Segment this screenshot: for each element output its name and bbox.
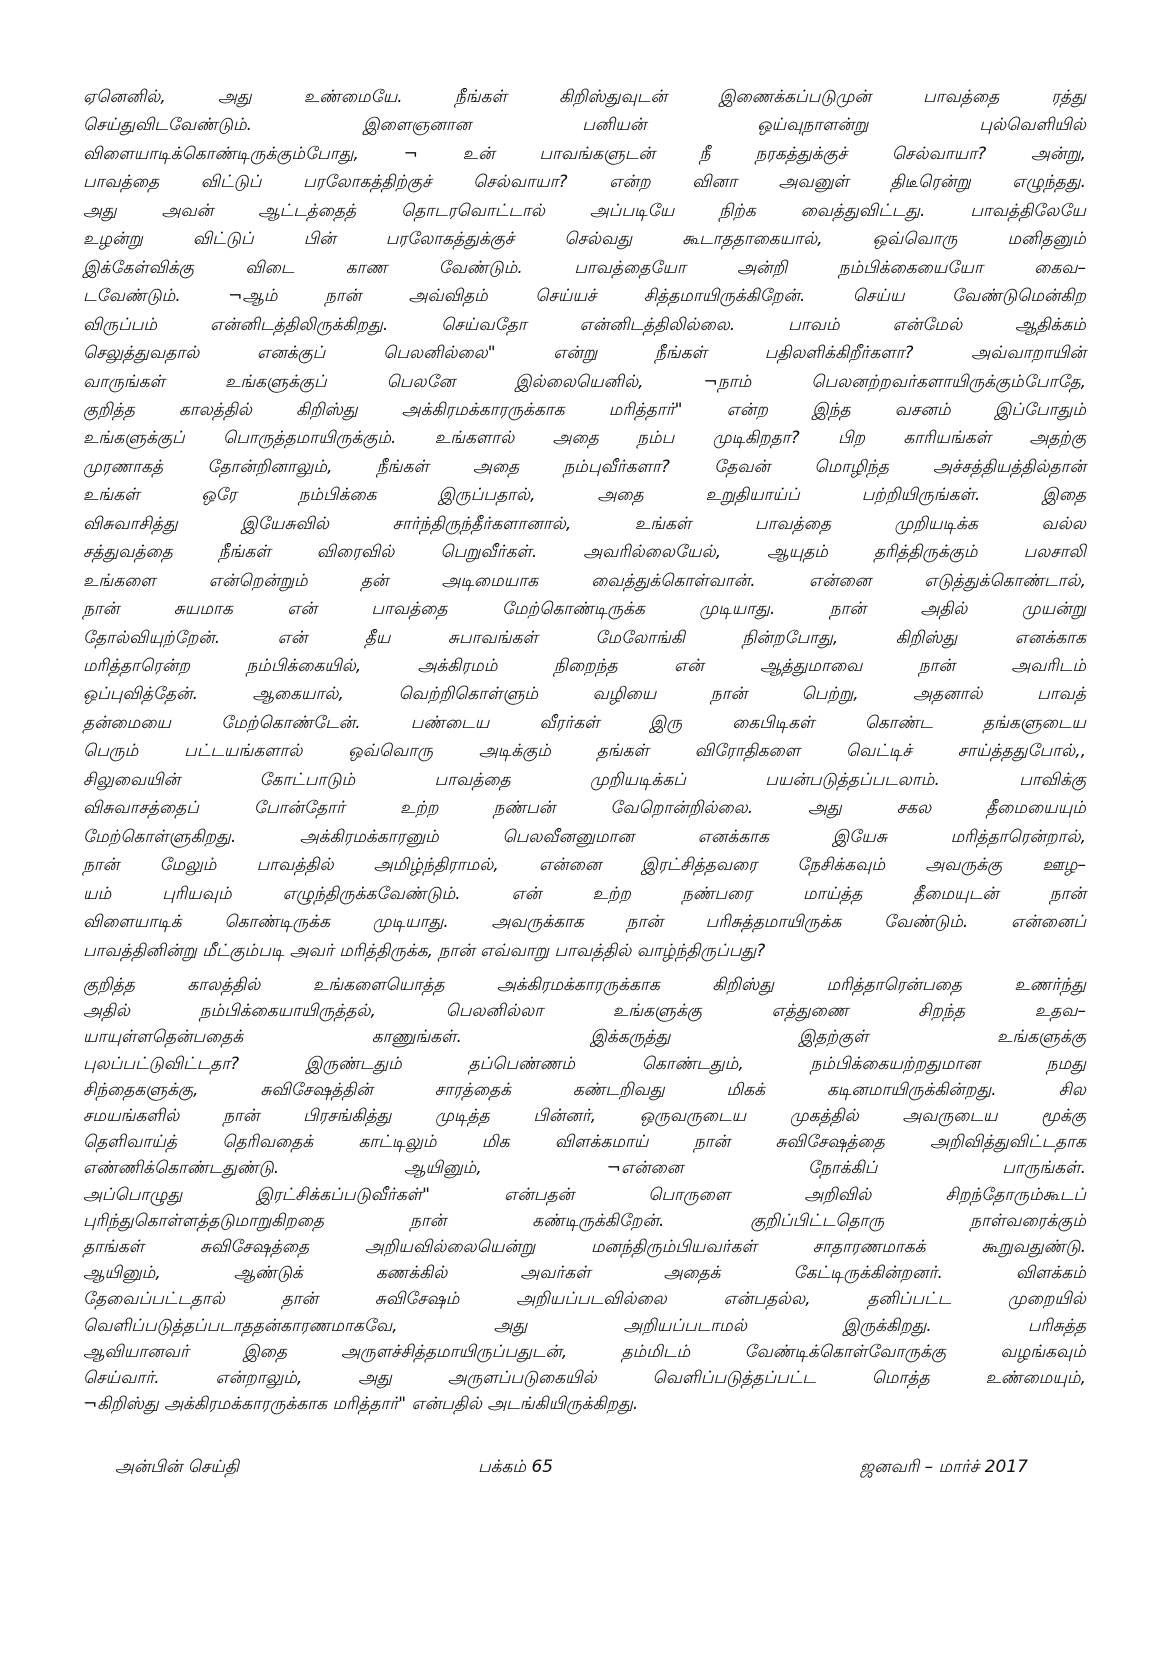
paragraph-2-line: புலப்பட்டுவிட்டதா? இருண்டதும் தப்பெண்ணம் கொண்டதும், நம்பிக்கையற்றதுமான நமது [83,1053,1086,1074]
paragraph-1-line: குறித்த காலத்தில் கிறிஸ்து அக்கிரமக்காரருக்காக மரித்தார்" என்ற இந்த வசனம் இப்போதும் [83,399,1086,420]
paragraph-2-line: அப்பொழுது இரட்சிக்கப்படுவீர்கள்" என்பதன் பொருளை அறிவில் சிறந்தோரும்கூடப் [83,1184,1086,1205]
paragraph-2-line: அதில் நம்பிக்கையாயிருத்தல், பெலனில்லா உங்களுக்கு எத்துணை சிறந்த உதவ– [83,1001,1086,1022]
paragraph-2-line: சமயங்களில் நான் பிரசங்கித்து முடித்த பின்னர், ஒருவருடைய முகத்தில் அவருடைய மூக்கு [83,1106,1086,1126]
paragraph-2-line: யாயுள்ளதென்பதைக் காணுங்கள். இக்கருத்து இதற்குள் உங்களுக்கு [83,1027,1086,1048]
footer-issue-date: ஜனவரி – மார்ச் 2017 [860,1457,1028,1477]
paragraph-2-line: சிந்தைகளுக்கு, சுவிசேஷத்தின் சாரத்தைக் கண்டறிவது மிகக் கடினமாயிருக்கின்றது. சில [83,1079,1086,1100]
paragraph-2-line: தேவைப்பட்டதால் தான் சுவிசேஷம் அறியப்படவில்லை என்பதல்ல, தனிப்பட்ட முறையில் [83,1289,1086,1310]
paragraph-1-line: உங்களுக்குப் பொருத்தமாயிருக்கும். உங்களால் அதை நம்ப முடிகிறதா? பிற காரியங்கள் அதற்கு [83,428,1086,449]
paragraph-2-line: குறித்த காலத்தில் உங்களையொத்த அக்கிரமக்காரருக்காக கிறிஸ்து மரித்தாரென்பதை உணர்ந்து [83,975,1086,995]
paragraph-1-line: தோல்வியுற்றேன். என் தீய சுபாவங்கள் மேலோங்கி நின்றபோது, கிறிஸ்து எனக்காக [83,627,1086,648]
paragraph-1-line: ஒப்புவித்தேன். ஆகையால், வெற்றிகொள்ளும் வழியை நான் பெற்று, அதனால் பாவத் [83,684,1086,705]
paragraph-2-line: செய்வார். என்றாலும், அது அருளப்படுகையில் வெளிப்படுத்தப்பட்ட மொத்த உண்மையும், [83,1368,1086,1388]
paragraph-2-line: வெளிப்படுத்தப்படாததன்காரணமாகவே, அது அறியப்படாமல் இருக்கிறது. பரிசுத்த [83,1315,1086,1336]
paragraph-2-line: தெளிவாய்த் தெரிவதைக் காட்டிலும் மிக விளக்கமாய் நான் சுவிசேஷத்தை அறிவித்துவிட்டதாக [83,1132,1086,1153]
paragraph-1-line: விளையாடிக்கொண்டிருக்கும்போது, ¬ உன் பாவங்களுடன் நீ நரகத்துக்குச் செல்வாயா? அன்று, [83,143,1086,164]
paragraph-2-line: ஆவியானவர் இதை அருளச்சித்தமாயிருப்பதுடன், தம்மிடம் வேண்டிக்கொள்வோருக்கு வழங்கவும் [83,1341,1086,1362]
paragraph-1-line: நான் மேலும் பாவத்தில் அமிழ்ந்திராமல், என்னை இரட்சித்தவரை நேசிக்கவும் அவருக்கு ஊழ– [83,855,1086,876]
paragraph-1-line: டவேண்டும். ¬ஆம் நான் அவ்விதம் செய்யச் சித்தமாயிருக்கிறேன். செய்ய வேண்டுமென்கிற [83,286,1086,307]
footer-publication: அன்பின் செய்தி [115,1457,239,1477]
paragraph-1-line: அது அவன் ஆட்டத்தைத் தொடரவொட்டால் அப்படியே நிற்க வைத்துவிட்டது. பாவத்திலேயே [83,200,1086,221]
paragraph-1-line: மேற்கொள்ளுகிறது. அக்கிரமக்காரனும் பெலவீனனுமான எனக்காக இயேசு மரித்தாரென்றால், [83,826,1086,847]
paragraph-1-line: செலுத்துவதால் எனக்குப் பெலனில்லை" என்று நீங்கள் பதிலளிக்கிறீர்களா? அவ்வாறாயின் [83,343,1086,364]
paragraph-1-line: சத்துவத்தை நீங்கள் விரைவில் பெறுவீர்கள். அவரில்லையேல், ஆயுதம் தரித்திருக்கும் பலசாலி [83,542,1086,563]
paragraph-2-line: தாங்கள் சுவிசேஷத்தை அறியவில்லையென்று மனந்திரும்பியவர்கள் சாதாரணமாகக் கூறுவதுண்டு. [83,1237,1086,1257]
paragraph-1-line: விசுவாசத்தைப் போன்தோர் உற்ற நண்பன் வேறொன்றில்லை. அது சகல தீமையையும் [83,798,1086,819]
paragraph-2-line: புரிந்துகொள்ளத்தடுமாறுகிறதை நான் கண்டிருக்கிறேன். குறிப்பிட்டதொரு நாள்வரைக்கும் [83,1210,1086,1231]
paragraph-2-line: ¬கிறிஸ்து அக்கிரமக்காரருக்காக மரித்தார்" என்பதில் அடங்கியிருக்கிறது. [83,1394,639,1415]
paragraph-1-line: இக்கேள்விக்கு விடை காண வேண்டும். பாவத்தையோ அன்றி நம்பிக்கையையோ கைவ– [83,257,1086,278]
paragraph-1-line: மரித்தாரென்ற நம்பிக்கையில், அக்கிரமம் நிறைந்த என் ஆத்துமாவை நான் அவரிடம் [83,656,1086,676]
footer-page-number: பக்கம் 65 [478,1457,554,1477]
paragraph-1-line: விசுவாசித்து இயேசுவில் சார்ந்திருந்தீர்களானால், உங்கள் பாவத்தை முறியடிக்க வல்ல [83,513,1086,534]
paragraph-1-line: தன்மையை மேற்கொண்டேன். பண்டைய வீரர்கள் இரு கைபிடிகள் கொண்ட தங்களுடைய [83,712,1086,733]
paragraph-1-line: செய்துவிடவேண்டும். இளைஞனான பனியன் ஒய்வுநாளன்று புல்வெளியில் [83,115,1086,136]
paragraph-1-line: சிலுவையின் கோட்பாடும் பாவத்தை முறியடிக்கப் பயன்படுத்தப்படலாம். பாவிக்கு [83,769,1086,790]
paragraph-1-line: முரணாகத் தோன்றினாலும், நீங்கள் அதை நம்புவீர்களா? தேவன் மொழிந்த அச்சத்தியத்தில்தான் [83,456,1086,477]
paragraph-1-line: உங்களை என்றென்றும் தன் அடிமையாக வைத்துக்கொள்வான். என்னை எடுத்துக்கொண்டால், [83,570,1086,591]
paragraph-1-line: விருப்பம் என்னிடத்திலிருக்கிறது. செய்வதோ என்னிடத்திலில்லை. பாவம் என்மேல் ஆதிக்கம் [83,314,1086,335]
paragraph-1-line: யம் புரியவும் எழுந்திருக்கவேண்டும். என் உற்ற நண்பரை மாய்த்த தீமையுடன் நான் [83,883,1086,904]
paragraph-1-line: பாவத்தினின்று மீட்கும்படி அவர் மரித்திருக்க, நான் எவ்வாறு பாவத்தில் வாழ்ந்திருப்பது? [83,940,766,961]
paragraph-2-line: எண்ணிக்கொண்டதுண்டு. ஆயினும், ¬என்னை நோக்கிப் பாருங்கள். [83,1158,1086,1179]
paragraph-1-line: விளையாடிக் கொண்டிருக்க முடியாது. அவருக்காக நான் பரிசுத்தமாயிருக்க வேண்டும். என்னைப் [83,912,1086,933]
paragraph-1-line: உழன்று விட்டுப் பின் பரலோகத்துக்குச் செல்வது கூடாததாகையால், ஒவ்வொரு மனிதனும் [83,229,1086,250]
paragraph-1-line: பாவத்தை விட்டுப் பரலோகத்திற்குச் செல்வாயா? என்ற வினா அவனுள் திடீரென்று எழுந்தது. [83,172,1086,193]
paragraph-1-line: உங்கள் ஒரே நம்பிக்கை இருப்பதால், அதை உறுதியாய்ப் பற்றியிருங்கள். இதை [83,485,1086,506]
paragraph-2-line: ஆயினும், ஆண்டுக் கணக்கில் அவர்கள் அதைக் கேட்டிருக்கின்றனர். விளக்கம் [83,1263,1086,1284]
paragraph-1-line: ஏனெனில், அது உண்மையே. நீங்கள் கிறிஸ்துவுடன் இணைக்கப்படுமுன் பாவத்தை ரத்து [83,87,1086,107]
paragraph-1-line: பெரும் பட்டயங்களால் ஒவ்வொரு அடிக்கும் தங்கள் விரோதிகளை வெட்டிச் சாய்த்ததுபோல்,, [83,741,1086,762]
paragraph-1-line: நான் சுயமாக என் பாவத்தை மேற்கொண்டிருக்க முடியாது. நான் அதில் முயன்று [83,599,1086,620]
paragraph-1-line: வாருங்கள் உங்களுக்குப் பெலனே இல்லையெனில், ¬நாம் பெலனற்றவர்களாயிருக்கும்போதே, [83,371,1086,392]
